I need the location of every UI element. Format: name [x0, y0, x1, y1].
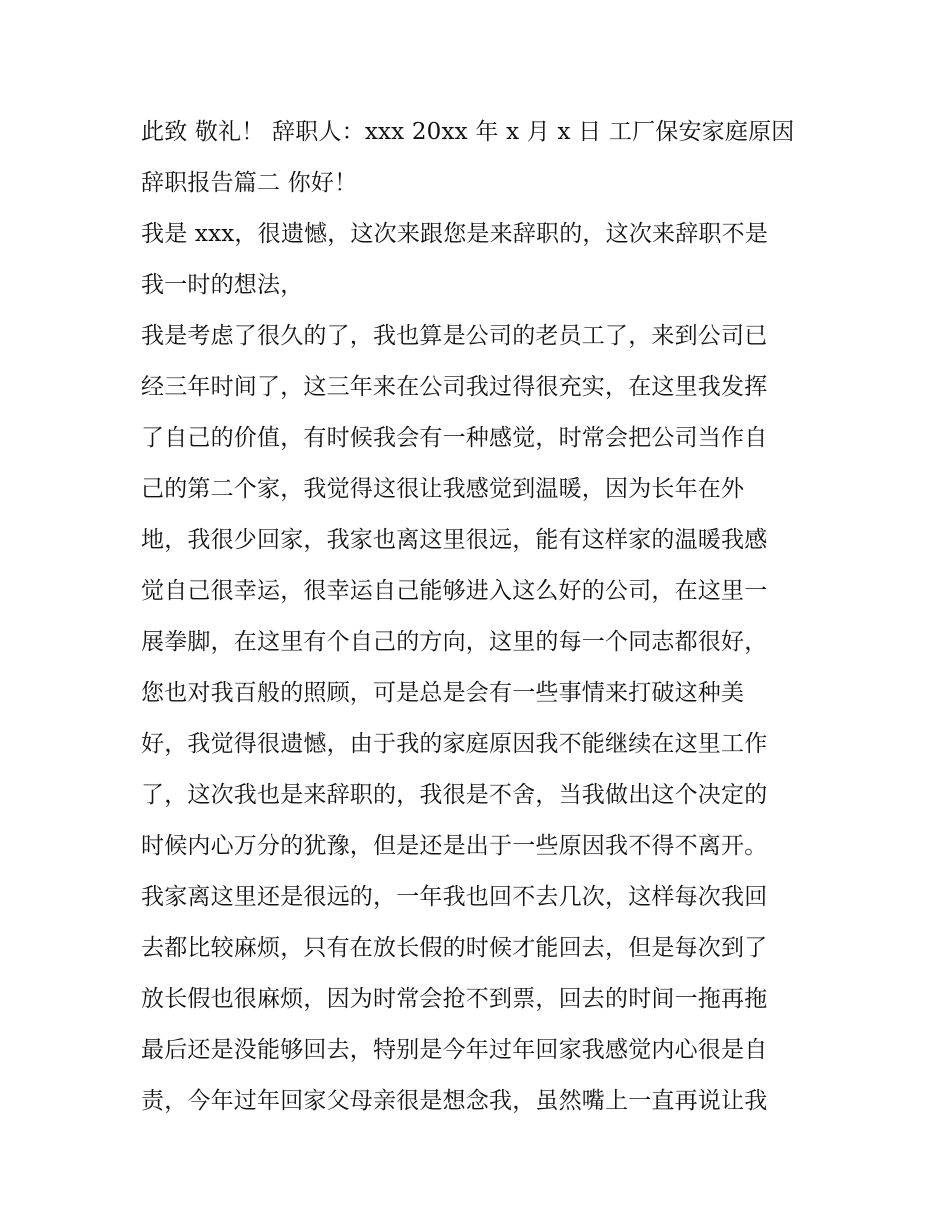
text-line: 时候内心万分的犹豫，但是还是出于一些原因我不得不离开。 — [141, 833, 768, 859]
text-line: 此致 敬礼！ 辞职人：xxx 20xx 年 x 月 x 日 工厂保安家庭原因 — [141, 119, 795, 145]
text-line: 辞职报告篇二 你好！ — [141, 170, 358, 196]
text-line: 去都比较麻烦，只有在放长假的时候才能回去，但是每次到了 — [141, 935, 768, 961]
text-line: 我是考虑了很久的了，我也算是公司的老员工了，来到公司已 — [141, 323, 768, 349]
text-line: 责，今年过年回家父母亲很是想念我，虽然嘴上一直再说让我 — [141, 1088, 768, 1114]
text-line: 己的第二个家，我觉得这很让我感觉到温暖，因为长年在外 — [141, 476, 745, 502]
text-line: 您也对我百般的照顾，可是总是会有一些事情来打破这种美 — [141, 680, 745, 706]
text-line: 展拳脚，在这里有个自己的方向，这里的每一个同志都很好， — [141, 629, 768, 655]
text-line: 我家离这里还是很远的，一年我也回不去几次，这样每次我回 — [141, 884, 768, 910]
text-line: 好，我觉得很遗憾，由于我的家庭原因我不能继续在这里工作 — [141, 731, 768, 757]
text-line: 放长假也很麻烦，因为时常会抢不到票，回去的时间一拖再拖 — [141, 986, 768, 1012]
text-line: 觉自己很幸运，很幸运自己能够进入这么好的公司，在这里一 — [141, 578, 768, 604]
text-line: 了自己的价值，有时候我会有一种感觉，时常会把公司当作自 — [141, 425, 768, 451]
document-body — [141, 107, 821, 1127]
text-line: 地，我很少回家，我家也离这里很远，能有这样家的温暖我感 — [141, 527, 768, 553]
text-line: 我是 xxx，很遗憾，这次来跟您是来辞职的，这次来辞职不是 — [141, 221, 769, 247]
text-line: 经三年时间了，这三年来在公司我过得很充实，在这里我发挥 — [141, 374, 768, 400]
text-line: 了，这次我也是来辞职的，我很是不舍，当我做出这个决定的 — [141, 782, 768, 808]
text-line: 我一时的想法， — [141, 272, 304, 298]
text-line: 最后还是没能够回去，特别是今年过年回家我感觉内心很是自 — [141, 1037, 768, 1063]
